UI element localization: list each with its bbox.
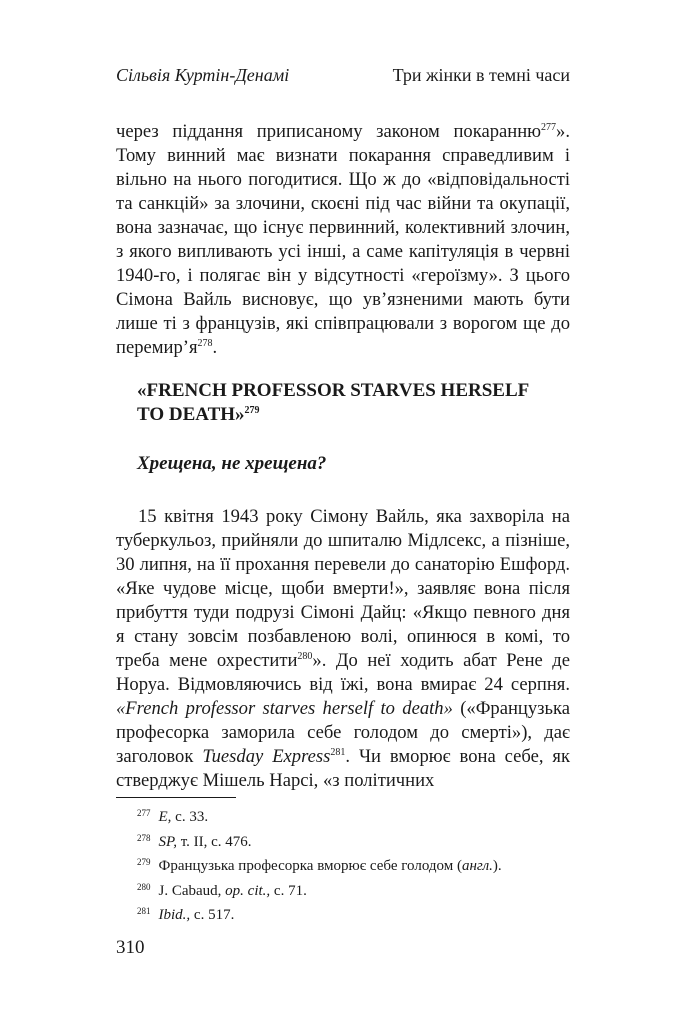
footnote-source: SP, xyxy=(158,833,177,850)
page-number: 310 xyxy=(116,937,145,958)
paragraph-main xyxy=(116,505,570,793)
paragraph-1-text-c: . xyxy=(212,337,218,358)
footnote-279 xyxy=(137,852,567,877)
footnote-divider xyxy=(116,797,236,798)
footnote-text-end: ). xyxy=(492,858,502,875)
footnote-ref-280[interactable]: 280 xyxy=(297,651,313,662)
footnote-ref-277[interactable]: 277 xyxy=(541,122,557,133)
footnote-text: Французька професорка вморює себе голодом ( xyxy=(158,858,462,875)
paragraph-2-text-a: 15 квітня 1943 року Сімону Вайль, яка захворіла на туберкульоз, прийняли до шпиталю Мідлсекс, а пізніше, 30 липня, на її прохання перевели до санаторію Ешфорд. «Яке чудове місце, щоби вмерти!», заявляє вона після прибуття туди подрузі Сімоні Дайц: «Якщо певного дня я стану зовсім позбавленою волі, опинюся в комі, то треба мене охрестити xyxy=(116,506,570,671)
paragraph-2-text-d: . Чи вморює вона себе, як стверджує Мішель Нарсі, «з політичних xyxy=(116,746,570,791)
footnote-source: op. cit., xyxy=(225,882,271,899)
footnote-number: 281 xyxy=(137,906,151,917)
paragraph-2-text-c: («Французька професорка заморила себе голодом до смерті»), дає заголовок xyxy=(116,698,570,767)
paragraph-continuation xyxy=(116,120,570,360)
footnote-number: 278 xyxy=(137,832,151,843)
paragraph-2-text-b: ». До неї ходить абат Рене де Норуа. Відмовляючись від їжі, вона вмирає 24 серпня. xyxy=(116,650,570,695)
section-title xyxy=(137,379,557,427)
header-author: Сільвія Куртін-Денамі xyxy=(116,65,290,85)
header-book-title: Три жінки в темні часи xyxy=(392,65,570,85)
paragraph-1-text-b: ». Тому винний має визнати покарання справедливим і вільно на нього погодитися. Що ж до «відповідальності та санкцій» за злочини, скоєні під час війни та окупації, вона зазначає, що існує первинний, колективний злочин, з якого випливають усі інші, а саме капітуляція в червні 1940-го, і полягає він у відсутності «героїзму». З цього Сімона Вайль висновує, що ув’язненими мають бути лише ті з французів, які співпрацювали з ворогом ще до перемир’я xyxy=(116,121,570,358)
footnote-280 xyxy=(137,877,567,902)
footnote-source: Ibid., xyxy=(158,907,191,924)
subsection-title: Хрещена, не хрещена? xyxy=(137,453,327,474)
footnote-ref-279[interactable]: 279 xyxy=(244,405,260,416)
newspaper-name: Tuesday Express xyxy=(202,746,331,767)
footnote-language: англ. xyxy=(461,858,493,875)
footnote-text: с. 517. xyxy=(190,907,235,924)
section-title-text: «FRENCH PROFESSOR STARVES HERSELF TO DEATH» xyxy=(137,380,529,425)
paragraph-1 xyxy=(116,120,570,360)
footnote-277 xyxy=(137,803,567,828)
footnote-ref-278[interactable]: 278 xyxy=(197,338,213,349)
footnote-text: т. II, с. 476. xyxy=(176,833,252,850)
footnote-278 xyxy=(137,828,567,853)
footnote-281 xyxy=(137,901,567,926)
footnotes-list xyxy=(137,803,567,926)
footnote-text: с. 71. xyxy=(270,882,307,899)
running-header xyxy=(116,64,570,86)
footnote-number: 277 xyxy=(137,808,151,818)
footnote-text: с. 33. xyxy=(171,809,209,825)
footnote-number: 280 xyxy=(137,881,151,892)
paragraph-1-text-a: через піддання приписаному законом покаранню xyxy=(116,121,542,142)
paragraph-2 xyxy=(116,505,570,793)
footnote-ref-281[interactable]: 281 xyxy=(330,747,346,758)
english-headline-quote: «French professor starves herself to death» xyxy=(116,698,453,719)
footnote-number: 279 xyxy=(137,857,151,868)
footnote-source: E, xyxy=(158,809,172,825)
footnote-author: J. Cabaud, xyxy=(158,882,226,899)
